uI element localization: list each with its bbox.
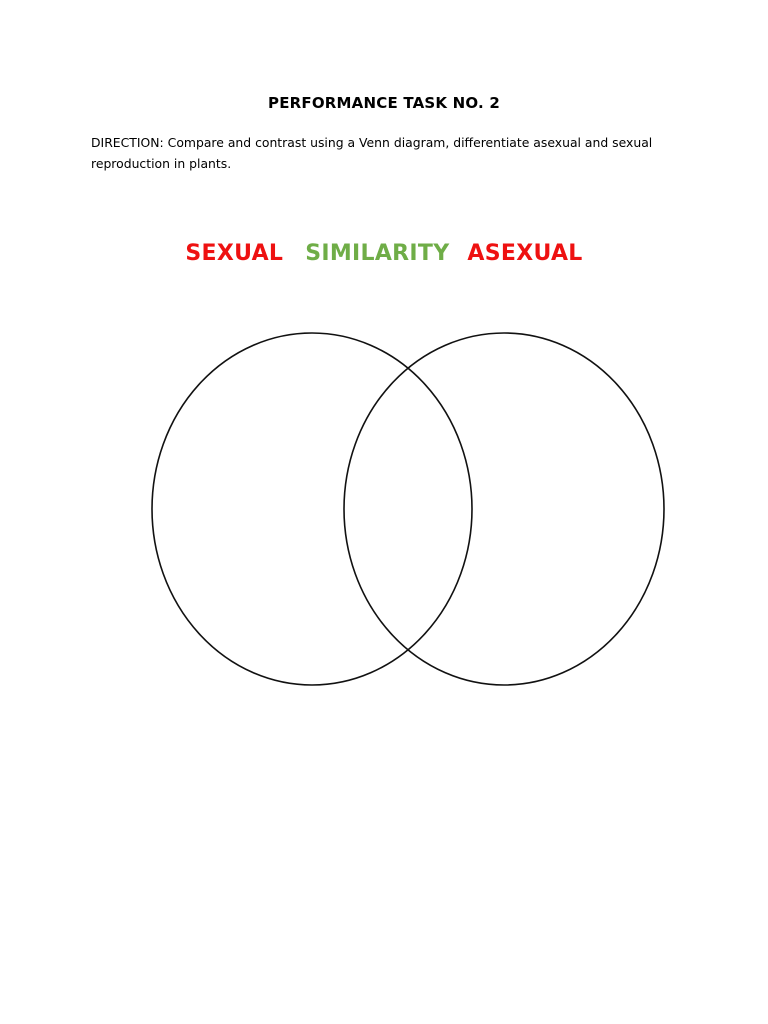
- venn-label-sexual: SEXUAL: [185, 241, 284, 266]
- venn-circle-asexual: [344, 333, 664, 685]
- direction-paragraph: [91, 132, 681, 174]
- venn-label-asexual: ASEXUAL: [467, 241, 583, 266]
- direction-label: DIRECTION:: [91, 135, 164, 150]
- venn-label-similarity: SIMILARITY: [305, 241, 450, 266]
- venn-diagram: [112, 305, 672, 735]
- page-title: PERFORMANCE TASK NO. 2: [268, 94, 500, 112]
- venn-labels: [0, 241, 768, 266]
- direction-text: Compare and contrast using a Venn diagram, differentiate asexual and sexual reproduction in plants.: [91, 135, 653, 171]
- venn-circle-sexual: [152, 333, 472, 685]
- venn-diagram-svg: [112, 305, 672, 735]
